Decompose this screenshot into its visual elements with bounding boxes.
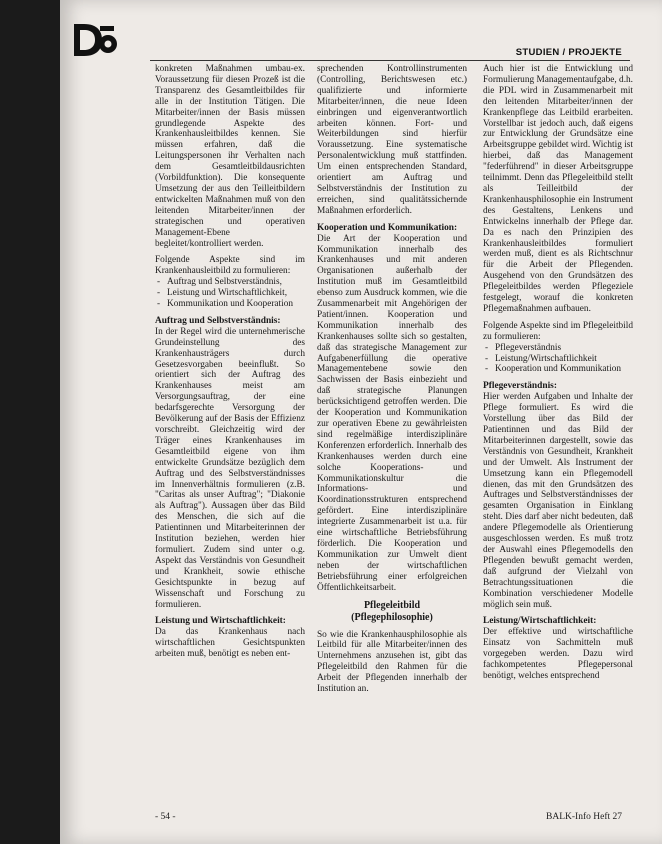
paragraph: Hier werden Aufgaben und Inhalte der Pflege formuliert. Es wird die Vorstellung über das Bild der Patientinnen und das Bild der Mitarbeiterinnen dargestellt, sowie das Verständnis von Gesundheit, Krankheit und der Umwelt. Als Instrument der Umsetzung kann ein Pflegemodell dienen, das mit den Grundsätzen des Auftrages und Selbstverständnisses der gesamten Organisation in Einklang steht. Dies darf aber nicht bedeuten, daß andere Pflegemodelle als Orientierung ausgeschlossen werden. Es muß trotz der Auswahl eines Pflegemodells den Pflegenden bewußt gemacht werden, daß aufgrund der Vielzahl von Betrachtungssituationen die Kombination verschiedener Modelle möglich sein muß. <box>483 392 633 610</box>
list-item: - Pflegeverständnis <box>483 343 633 354</box>
paragraph: Auch hier ist die Entwicklung und Formulierung Managementaufgabe, d.h. die PDL wird in Zusammenarbeit mit den leitenden Mitarbeiter/innen der Krankenpflege das Leitbild erarbeiten. Vorstellbar ist jedoch auch, daß eigens zur Entwicklung der Grundsätze eine Arbeitsgruppe gebildet wird. Wichtig ist hierbei, daß das Management "federführend" in dieser Arbeitsgruppe teilnimmt. Denn das Pflegeleitbild stellt als Teilleitbild der Krankenhausphilosophie ein Instrument des Gestaltens, Lenkens und Entwickelns innerhalb der Pflege dar. Da es nach den Prinzipien des Krankenhausleitbildes formuliert werden muß, dient es als Richtschnur für die Arbeit der Pflegenden. Ausgehend von den Grundsätzen des Pflegeleitbildes werden Pflegeziele festgelegt, worauf die konkreten Pflegemaßnahmen aufbauen. <box>483 64 633 314</box>
paragraph: Da das Krankenhaus nach wirtschaftlichen Gesichtspunkten arbeiten muß, benötigt es neben ent- <box>155 627 305 660</box>
list-item: - Leistung/Wirtschaftlichkeit <box>483 354 633 365</box>
paragraph: sprechenden Kontrollinstrumenten (Controlling, Berichtswesen etc.) qualifizierte und informierte Mitarbeiter/innen, die neue Ideen einbringen und eigenverantwortlich arbeiten können. Fort- und Weiterbildungen sind hierfür Voraussetzung. Eine systematische Personalentwicklung muß stattfinden. Um einen entsprechenden Standard, orientiert am Auftrag und Selbstverständnis der Institution zu erreichen, sind qualitätssichernde Maßnahmen erforderlich. <box>317 64 467 216</box>
journal-logo <box>70 22 120 58</box>
column-1 <box>155 64 305 660</box>
paragraph: Die Art der Kooperation und Kommunikation innerhalb des Krankenhauses und mit anderen Organisationen außerhalb der Institution muß im Gesamtleitbild ebenso zum Ausdruck kommen, wie die Zusammenarbeit mit Angehörigen der Patient/innen. Kooperation und Kommunikation innerhalb des Krankenhauses sollte sich so gestalten, daß das strategische Management zur Aufgabenerfüllung die operative Managementebene sowie den Sachwissen der Basis einbezieht und daß strategische Planungen berücksichtigend getroffen werden. Die der Kooperation und Kommunikation zur operativen Ebene zu gewährleisten sind regelmäßige interdisziplinäre Konferenzen erforderlich. Innerhalb des Krankenhauses werden durch eine solche Kooperations- und Kommunikationskultur die Informations- und Koordinationsstrukturen entsprechend gefördert. Eine interdisziplinäre integrierte Zusammenarbeit ist u.a. für eine wirtschaftliche Betriebsführung förderlich. Die Kooperation und Kommunikation zur Umwelt dient neben der wirtschaftlichen Betriebsführung einer erfolgreichen Öffentlichkeitsarbeit. <box>317 233 467 593</box>
subheading: Auftrag und Selbstverständnis: <box>155 315 281 326</box>
page-number: - 54 - <box>155 812 176 822</box>
section-header: STUDIEN / PROJEKTE <box>515 47 622 58</box>
list-item: - Leistung und Wirtschaftlichkeit, <box>155 288 305 299</box>
subheading: Pflegeverständnis: <box>483 381 557 392</box>
header-rule <box>150 60 630 61</box>
paragraph: konkreten Maßnahmen umbau-ex. Voraussetzung für diesen Prozeß ist die Transparenz des Gesamtleitbildes für alle in der Institution Tätigen. Die Mitarbeiter/innen der Basis müssen grundlegende Aspekte des Krankenhausleitbildes kennen. Sie müssen erfahren, daß die Leitungspersonen ihr Verhalten nach dem Gesamtleitbildausrichten (Vorbildfunktion). Die konsequente Umsetzung der aus den Teilleitbildern entwickelten Maßnahmen muß von den leitenden Mitarbeiter/innen der strategischen und operativen Management-Ebene begleitet/kontrolliert werden. <box>155 64 305 249</box>
subheading: Kooperation und Kommunikation: <box>317 222 458 233</box>
paragraph: Folgende Aspekte sind im Pflegeleitbild zu formulieren: <box>483 320 633 342</box>
journal-reference: BALK-Info Heft 27 <box>546 812 622 822</box>
list-item: - Kommunikation und Kooperation <box>155 299 305 310</box>
paragraph: So wie die Krankenhausphilosophie als Leitbild für alle Mitarbeiter/innen des Unternehmens anzusehen ist, gibt das Pflegeleitbild den Rahmen für die Arbeit der Pflegenden innerhalb der Institution an. <box>317 629 467 695</box>
paragraph: In der Regel wird die unternehmerische Grundeinstellung des Krankenhausträgers durch Gesetzesvorgaben beeinflußt. So orientiert sich der Auftrag des Krankenhauses meist am Versorgungsauftrag, der eine bedarfsgerechte Versorgung der Bevölkerung auf der Basis der Effizienz vorschreibt. Gleichzeitig wird der Träger eines Krankenhauses im Gesamtleitbild eigene von ihm entwickelte Grundsätze bezüglich dem Auftrag und des Selbstverständnisses im Innenverhältnis formulieren (z.B. "Caritas als unser Auftrag"; "Diakonie als Auftrag"). Aussagen über das Bild des Menschen, die sich auf die Patientinnen und Mitarbeiterinnen der Institution beziehen, werden hier formuliert. Zudem sind unter o.g. Aspekt das Verständnis von Gesundheit und Krankheit, sowie ethische Gesichtspunkte in bezug auf Wissenschaft und Forschung zu formulieren. <box>155 326 305 610</box>
subheading: Leistung/Wirtschaftlichkeit: <box>483 616 597 627</box>
list-item: - Kooperation und Kommunikation <box>483 364 633 375</box>
section-heading: Pflegeleitbild <box>363 599 421 611</box>
list-item: - Auftrag und Selbstverständnis, <box>155 277 305 288</box>
column-2 <box>317 64 467 695</box>
aspect-list <box>483 343 633 376</box>
paragraph: Der effektive und wirtschaftliche Einsatz von Sachmitteln muß vorgegeben werden. Dazu wird fachkompetentes Pflegepersonal benötigt, welches entsprechend <box>483 627 633 681</box>
paragraph: Folgende Aspekte sind im Krankenhausleitbild zu formulieren: <box>155 255 305 277</box>
section-heading: (Pflegephilosophie) <box>351 611 433 623</box>
column-3 <box>483 64 633 682</box>
subheading: Leistung und Wirtschaftlichkeit: <box>155 616 286 627</box>
aspect-list <box>155 277 305 310</box>
